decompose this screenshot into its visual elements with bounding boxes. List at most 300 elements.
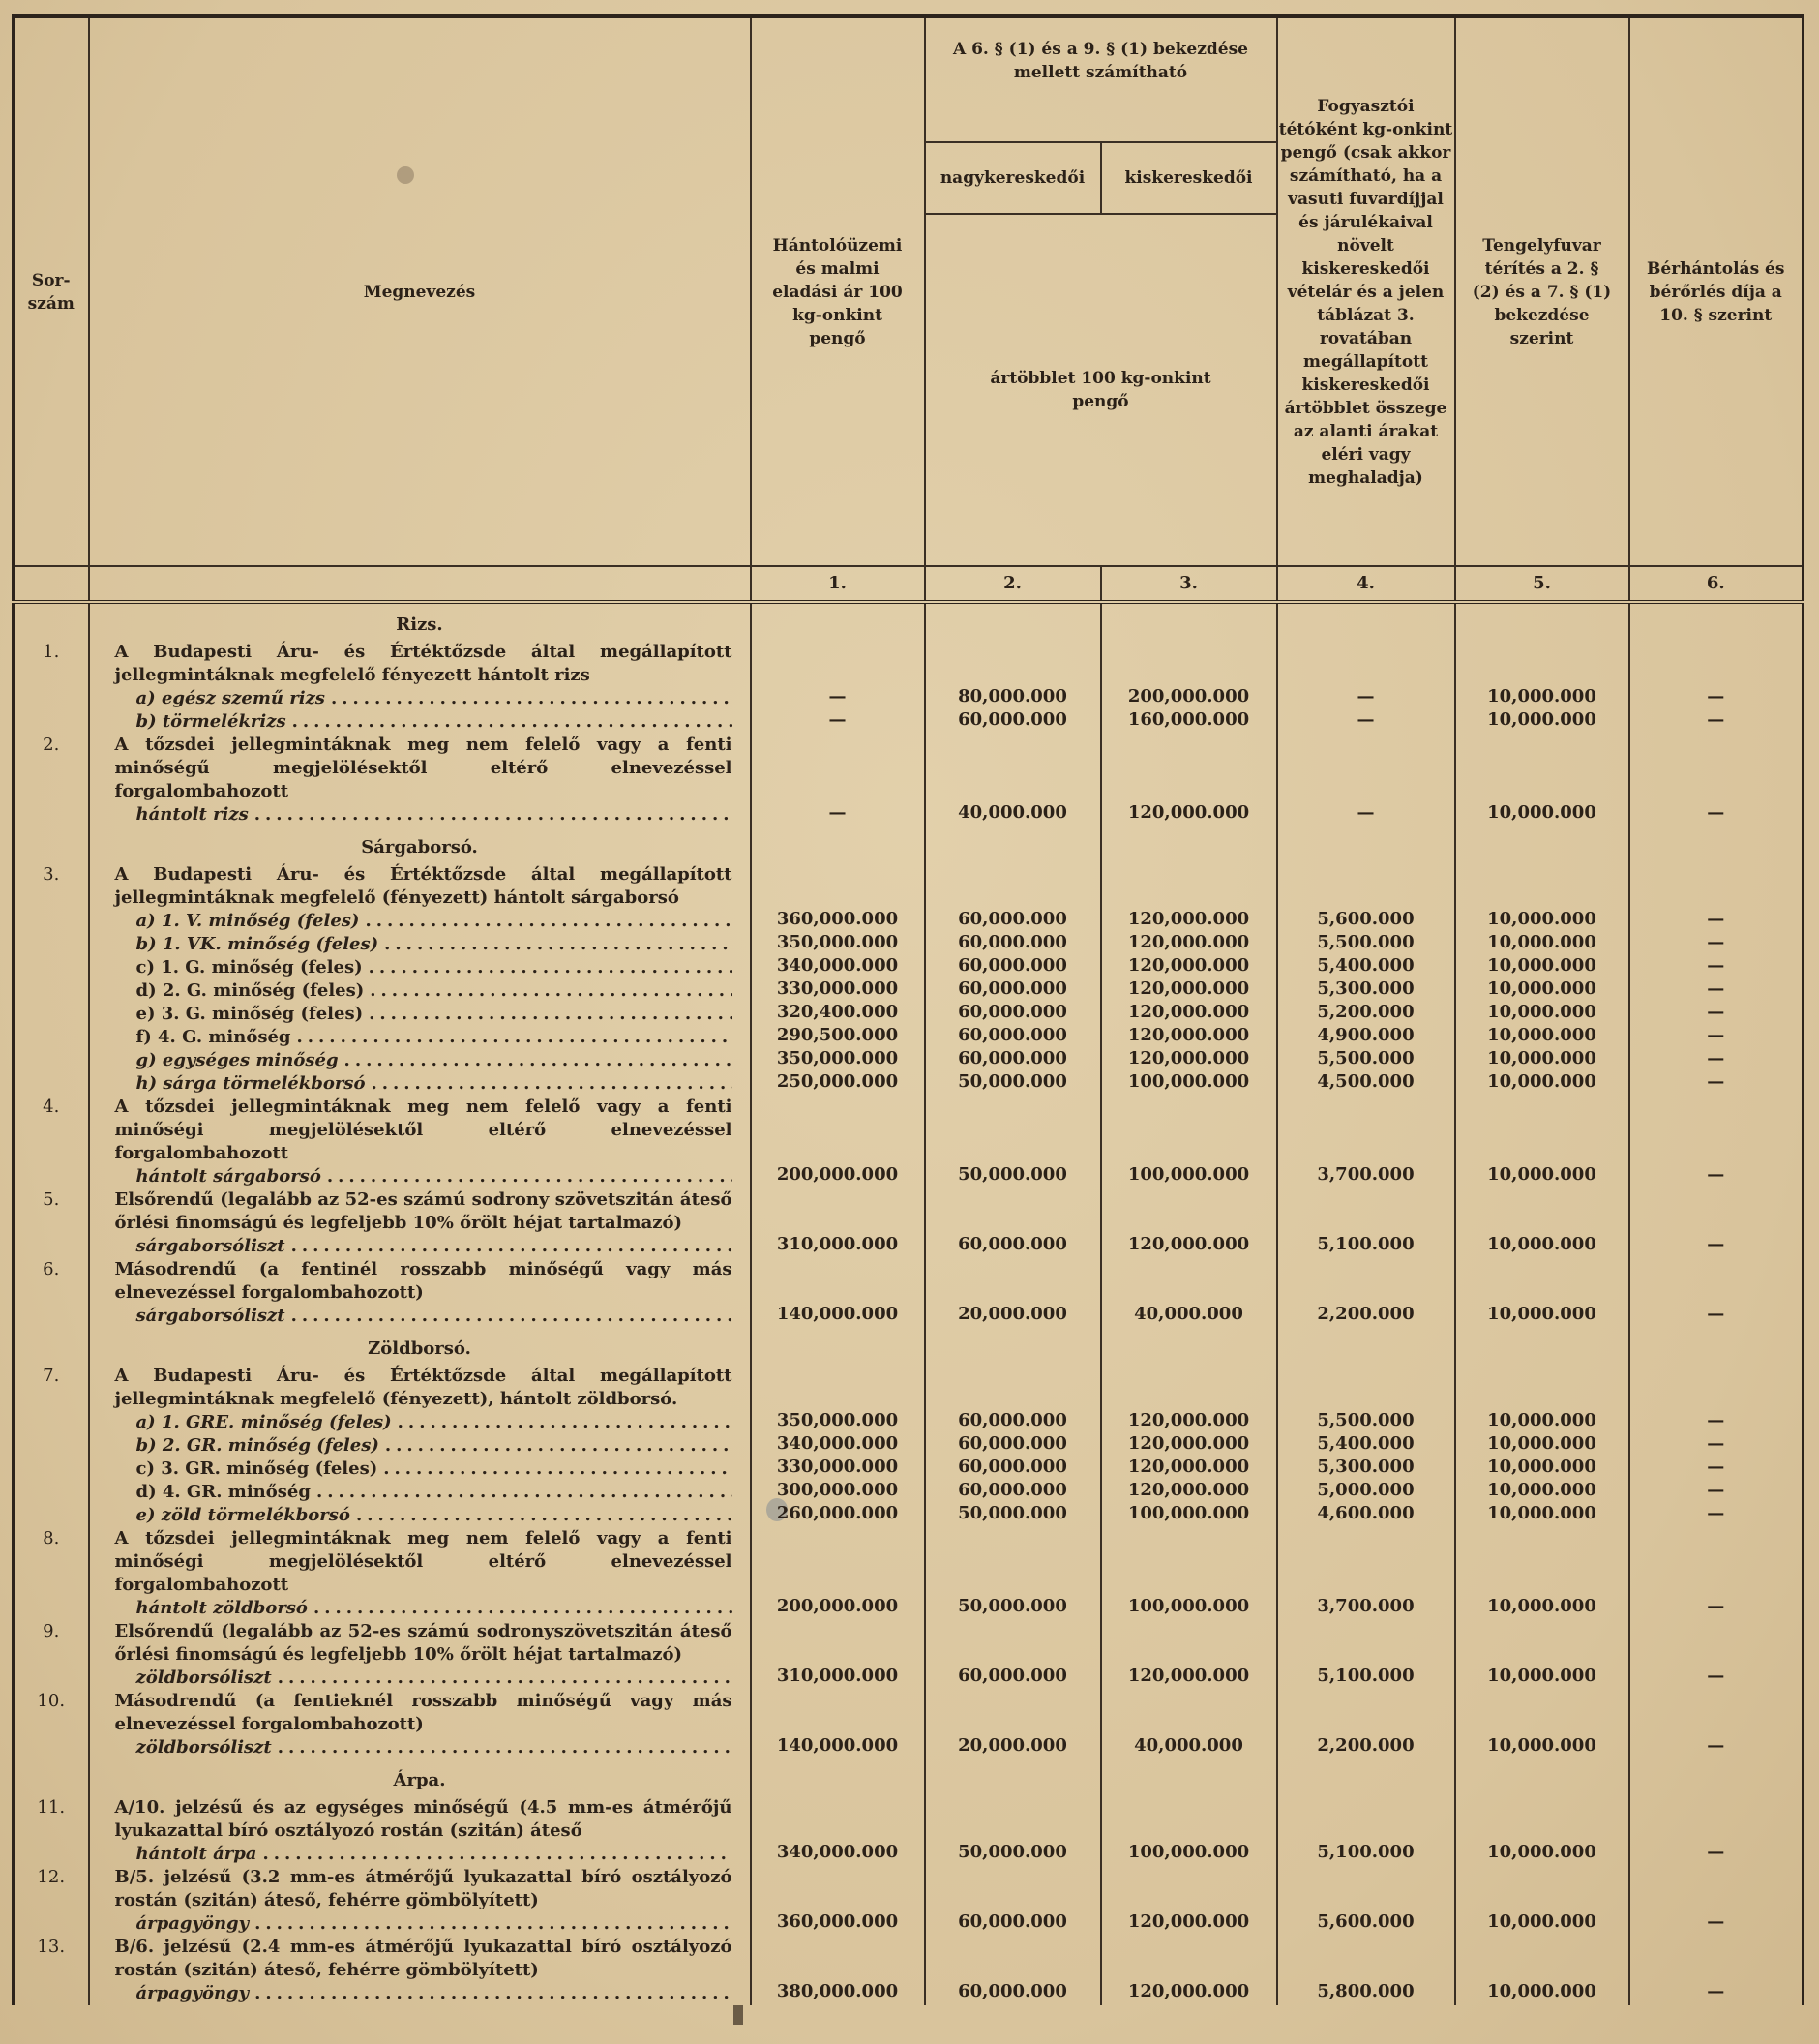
row-number: 5.	[14, 1188, 89, 1258]
value-cell-c5	[1455, 863, 1629, 1096]
item-label: c) 3. GR. minőség (feles)	[135, 1458, 378, 1479]
item-line	[115, 1982, 732, 2005]
value: —	[1707, 1666, 1725, 1686]
value-cell-c4	[1277, 1936, 1455, 2005]
row-number: 8.	[14, 1527, 89, 1620]
leader-dots	[369, 1003, 731, 1026]
item-line	[115, 1411, 732, 1434]
header-col23-bottom: ártöbblet 100 kg-onkint pengő	[925, 214, 1277, 566]
item-line	[115, 710, 732, 734]
value: 60,000.000	[958, 1480, 1067, 1500]
value-cell-c4	[1277, 1796, 1455, 1866]
value: 50,000.000	[958, 1596, 1067, 1616]
value: 120,000.000	[1127, 1480, 1250, 1500]
value: —	[1707, 1025, 1725, 1045]
item-description	[89, 863, 751, 1096]
value-cell-c4	[1277, 1527, 1455, 1620]
row-number: 12.	[14, 1866, 89, 1936]
value: 10,000.000	[1487, 1666, 1596, 1686]
value: 60,000.000	[958, 1457, 1067, 1477]
leader-dots	[316, 1481, 732, 1504]
value-cell-c1	[751, 641, 925, 734]
value: 60,000.000	[958, 1410, 1067, 1430]
item-line	[115, 1843, 732, 1866]
leader-dots	[327, 1165, 732, 1188]
item-lead-text: Elsőrendű (legalább az 52-es számú sodrony szövetszitán áteső őrlési finomságú és legfeljebb 10% őrölt héjat tartalmazó)	[114, 1189, 732, 1233]
item-label: f) 4. G. minőség	[135, 1027, 291, 1047]
value: 10,000.000	[1487, 1480, 1596, 1500]
value: 120,000.000	[1127, 1911, 1250, 1932]
value: 10,000.000	[1487, 1025, 1596, 1045]
value: —	[1707, 1234, 1725, 1254]
value: 5,600.000	[1317, 1911, 1415, 1932]
value-cell-c6	[1629, 1096, 1804, 1188]
item-line	[115, 1305, 732, 1328]
item-line	[115, 979, 732, 1003]
value: 5,500.000	[1317, 1410, 1415, 1430]
value: 10,000.000	[1487, 1234, 1596, 1254]
value: 10,000.000	[1487, 932, 1596, 952]
table-row	[14, 1096, 1804, 1188]
item-label: a) 1. V. minőség (feles)	[135, 911, 360, 931]
table-body	[14, 602, 1804, 2005]
item-label: c) 1. G. minőség (feles)	[135, 957, 363, 977]
value: 4,500.000	[1317, 1071, 1415, 1092]
value: —	[1707, 1981, 1725, 2001]
value-cell-c3	[1101, 1866, 1277, 1936]
value-cell-c3	[1101, 1620, 1277, 1690]
value: —	[1707, 802, 1725, 823]
row-number: 9.	[14, 1620, 89, 1690]
value-cell-c3	[1101, 734, 1277, 827]
item-description	[89, 1936, 751, 2005]
value: 120,000.000	[1127, 1457, 1250, 1477]
value-cell-c6	[1629, 734, 1804, 827]
item-label: árpagyöngy	[135, 1913, 250, 1934]
value: 120,000.000	[1127, 1433, 1250, 1454]
value: 340,000.000	[776, 955, 899, 976]
value: 10,000.000	[1487, 978, 1596, 999]
value: 350,000.000	[776, 1410, 899, 1430]
item-lead-text: A tőzsdei jellegmintáknak meg nem felelő vagy a fenti minőségű megjelölésektől eltérő elnevezéssel forgalombahozott	[114, 735, 732, 801]
value-cell-c6	[1629, 863, 1804, 1096]
item-label: sárgaborsóliszt	[135, 1236, 285, 1256]
value-cell-c3	[1101, 1690, 1277, 1759]
column-number: 2.	[925, 566, 1101, 602]
value: 120,000.000	[1127, 1048, 1250, 1068]
value-cell-c1	[751, 734, 925, 827]
value-cell-c5	[1455, 1365, 1629, 1527]
value: —	[1707, 1002, 1725, 1022]
value: 5,300.000	[1317, 978, 1415, 999]
value: 120,000.000	[1127, 978, 1250, 999]
value: 300,000.000	[776, 1480, 899, 1500]
item-lead-text: A Budapesti Áru- és Értéktőzsde által megállapított jellegmintáknak megfelelő (fényezett) hántolt sárgaborsó	[114, 864, 732, 908]
value: —	[1357, 709, 1375, 730]
value: 10,000.000	[1487, 1164, 1596, 1185]
value: 60,000.000	[958, 1048, 1067, 1068]
value: 5,200.000	[1317, 1002, 1415, 1022]
value-cell-c3	[1101, 1096, 1277, 1188]
value: 5,300.000	[1317, 1457, 1415, 1477]
value: —	[1707, 955, 1725, 976]
value: 10,000.000	[1487, 955, 1596, 976]
item-lead-text: A Budapesti Áru- és Értéktőzsde által megállapított jellegmintáknak megfelelő (fényezett), hántolt zöldborsó.	[114, 1366, 732, 1409]
value: 50,000.000	[958, 1503, 1067, 1523]
value: 5,000.000	[1317, 1480, 1415, 1500]
item-line	[115, 1736, 732, 1759]
value: —	[1357, 802, 1375, 823]
value-cell-c1	[751, 1936, 925, 2005]
table-row	[14, 641, 1804, 734]
item-lead-text: B/6. jelzésű (2.4 mm-es átmérőjű lyukazattal bíró osztályozó rostán (szitán) áteső, fehérre gömbölyített)	[114, 1937, 732, 1980]
value: 10,000.000	[1487, 1842, 1596, 1862]
value: 5,100.000	[1317, 1842, 1415, 1862]
value: 120,000.000	[1127, 1234, 1250, 1254]
item-line	[115, 1597, 732, 1620]
item-description	[89, 1796, 751, 1866]
value-cell-c2	[925, 1796, 1101, 1866]
value: 330,000.000	[776, 978, 899, 999]
row-number: 13.	[14, 1936, 89, 2005]
value: 10,000.000	[1487, 1596, 1596, 1616]
leader-dots	[291, 1305, 732, 1328]
value-cell-c1	[751, 1188, 925, 1258]
value-cell-c6	[1629, 1796, 1804, 1866]
value: 120,000.000	[1127, 1410, 1250, 1430]
header-col1: Hántolóüzemi és malmi eladási ár 100 kg-onkint pengő	[751, 16, 925, 567]
item-description	[89, 1258, 751, 1328]
table-row	[14, 1365, 1804, 1527]
value-cell-c2	[925, 1096, 1101, 1188]
item-label: e) zöld törmelékborsó	[135, 1505, 350, 1525]
leader-dots	[370, 979, 731, 1003]
column-number: 4.	[1277, 566, 1455, 602]
value-cell-c4	[1277, 863, 1455, 1096]
value-cell-c3	[1101, 1936, 1277, 2005]
value: —	[1707, 709, 1725, 730]
value: 50,000.000	[958, 1164, 1067, 1185]
value: —	[1707, 1164, 1725, 1185]
item-label: b) törmelékrizs	[135, 711, 286, 732]
column-number: 5.	[1455, 566, 1629, 602]
leader-dots	[398, 1411, 732, 1434]
value: 100,000.000	[1127, 1071, 1250, 1092]
column-number: 1.	[751, 566, 925, 602]
item-line	[115, 1912, 732, 1936]
value: 3,700.000	[1317, 1164, 1415, 1185]
value: 60,000.000	[958, 978, 1067, 999]
value: 80,000.000	[958, 686, 1067, 706]
item-label: zöldborsóliszt	[135, 1668, 272, 1688]
leader-dots	[262, 1843, 731, 1866]
value: —	[1707, 1911, 1725, 1932]
value-cell-c4	[1277, 1188, 1455, 1258]
value: 5,500.000	[1317, 1048, 1415, 1068]
value-cell-c5	[1455, 1258, 1629, 1328]
item-label: b) 2. GR. minőség (feles)	[135, 1435, 379, 1456]
item-label: d) 4. GR. minőség	[135, 1482, 311, 1502]
table-row	[14, 1936, 1804, 2005]
value-cell-c6	[1629, 641, 1804, 734]
value: 50,000.000	[958, 1071, 1067, 1092]
item-line	[115, 803, 732, 827]
item-lead-text: Másodrendű (a fentinél rosszabb minőségű vagy más elnevezéssel forgalombahozott)	[114, 1259, 732, 1303]
value: —	[1707, 1304, 1725, 1324]
value-cell-c5	[1455, 1866, 1629, 1936]
value-cell-c2	[925, 1258, 1101, 1328]
item-description	[89, 641, 751, 734]
value: 10,000.000	[1487, 1981, 1596, 2001]
value: 20,000.000	[958, 1735, 1067, 1756]
item-lead-text: A tőzsdei jellegmintáknak meg nem felelő vagy a fenti minőségi megjelölésektől eltérő elnevezéssel forgalombahozott	[114, 1528, 732, 1595]
value: 10,000.000	[1487, 802, 1596, 823]
leader-dots	[278, 1667, 732, 1690]
value-cell-c4	[1277, 1258, 1455, 1328]
item-label: a) egész szemű rizs	[135, 688, 325, 708]
item-line	[115, 1165, 732, 1188]
value: 60,000.000	[958, 909, 1067, 929]
value: 350,000.000	[776, 932, 899, 952]
value: —	[1357, 686, 1375, 706]
value: 10,000.000	[1487, 1911, 1596, 1932]
value-cell-c2	[925, 1188, 1101, 1258]
value: 60,000.000	[958, 1433, 1067, 1454]
table-row	[14, 1866, 1804, 1936]
value-cell-c3	[1101, 1796, 1277, 1866]
value-cell-c5	[1455, 734, 1629, 827]
value: 60,000.000	[958, 955, 1067, 976]
value: —	[1707, 1071, 1725, 1092]
item-line	[115, 687, 732, 710]
value: 120,000.000	[1127, 1002, 1250, 1022]
price-table	[12, 14, 1804, 2005]
item-label: hántolt sárgaborsó	[135, 1166, 321, 1187]
value: 50,000.000	[958, 1842, 1067, 1862]
item-line	[115, 910, 732, 933]
item-description	[89, 1527, 751, 1620]
value-cell-c1	[751, 1365, 925, 1527]
value: 10,000.000	[1487, 1735, 1596, 1756]
leader-dots	[297, 1026, 732, 1049]
item-label: hántolt zöldborsó	[135, 1598, 308, 1618]
row-number: 4.	[14, 1096, 89, 1188]
row-number: 6.	[14, 1258, 89, 1328]
value: —	[828, 686, 847, 706]
value: 5,100.000	[1317, 1666, 1415, 1686]
value: 120,000.000	[1127, 955, 1250, 976]
value-cell-c1	[751, 1527, 925, 1620]
value: 100,000.000	[1127, 1503, 1250, 1523]
row-number: 1.	[14, 641, 89, 734]
value: 2,200.000	[1317, 1304, 1415, 1324]
column-number: 3.	[1101, 566, 1277, 602]
item-label: a) 1. GRE. minőség (feles)	[135, 1412, 392, 1432]
value-cell-c1	[751, 1796, 925, 1866]
value-cell-c1	[751, 1096, 925, 1188]
leader-dots	[254, 1982, 731, 2005]
section-title: Sárgaborsó.	[89, 827, 751, 863]
leader-dots	[365, 910, 731, 933]
value: 10,000.000	[1487, 1503, 1596, 1523]
row-number: 11.	[14, 1796, 89, 1866]
value: 4,900.000	[1317, 1025, 1415, 1045]
item-lead-text: B/5. jelzésű (3.2 mm-es átmérőjű lyukazattal bíró osztályozó rostán (szitán) áteső, fehérre gömbölyített)	[114, 1867, 732, 1910]
value: —	[1707, 1596, 1725, 1616]
value: —	[1707, 1735, 1725, 1756]
value-cell-c4	[1277, 1620, 1455, 1690]
item-label: hántolt rizs	[135, 804, 249, 825]
value-cell-c5	[1455, 1690, 1629, 1759]
item-label: h) sárga törmelékborsó	[135, 1073, 366, 1094]
table-row	[14, 863, 1804, 1096]
item-description	[89, 734, 751, 827]
section-row	[14, 1759, 1804, 1796]
section-title: Zöldborsó.	[89, 1328, 751, 1365]
item-description	[89, 1620, 751, 1690]
item-line	[115, 933, 732, 956]
value-cell-c5	[1455, 1620, 1629, 1690]
value: 200,000.000	[776, 1596, 899, 1616]
value: 160,000.000	[1127, 709, 1250, 730]
value-cell-c1	[751, 1258, 925, 1328]
value: 60,000.000	[958, 709, 1067, 730]
value: 10,000.000	[1487, 1457, 1596, 1477]
section-title: Árpa.	[89, 1759, 751, 1796]
header-col6: Bérhántolás és bérőrlés díja a 10. § szerint	[1629, 16, 1804, 567]
item-line	[115, 1667, 732, 1690]
leader-dots	[313, 1597, 732, 1620]
value-cell-c2	[925, 734, 1101, 827]
value: 5,800.000	[1317, 1981, 1415, 2001]
section-title: Rizs.	[89, 602, 751, 641]
value: 5,400.000	[1317, 955, 1415, 976]
value: 60,000.000	[958, 932, 1067, 952]
item-description	[89, 1365, 751, 1527]
item-description	[89, 1866, 751, 1936]
leader-dots	[385, 1434, 732, 1458]
value: 2,200.000	[1317, 1735, 1415, 1756]
value: 60,000.000	[958, 1666, 1067, 1686]
value: 360,000.000	[776, 909, 899, 929]
section-row	[14, 827, 1804, 863]
value: 140,000.000	[776, 1304, 899, 1324]
value: 120,000.000	[1127, 1025, 1250, 1045]
item-lead-text: A tőzsdei jellegmintáknak meg nem felelő vagy a fenti minőségi megjelölésektől eltérő elnevezéssel forgalombahozott	[114, 1097, 732, 1163]
value: 10,000.000	[1487, 1410, 1596, 1430]
value-cell-c2	[925, 1866, 1101, 1936]
value-cell-c5	[1455, 1936, 1629, 2005]
value-cell-c2	[925, 641, 1101, 734]
value: 60,000.000	[958, 1025, 1067, 1045]
value: 5,600.000	[1317, 909, 1415, 929]
value-cell-c4	[1277, 1096, 1455, 1188]
value: 100,000.000	[1127, 1164, 1250, 1185]
value: 5,100.000	[1317, 1234, 1415, 1254]
header-col4: Fogyasztói tétóként kg-onkint pengő (csak akkor számítható, ha a vasuti fuvardíjjal és járulékaival növelt kiskereskedői vételár és a jelen táblázat 3. rovatában megállapított kiskereskedői ártöbblet összege az alanti árakat eléri vagy meghaladja)	[1277, 16, 1455, 567]
value: 5,500.000	[1317, 932, 1415, 952]
value: 5,400.000	[1317, 1433, 1415, 1454]
leader-dots	[254, 803, 732, 827]
item-label: e) 3. G. minőség (feles)	[135, 1004, 364, 1024]
value-cell-c6	[1629, 1527, 1804, 1620]
item-lead-text: Másodrendű (a fentieknél rosszabb minőségű vagy más elnevezéssel forgalombahozott)	[114, 1691, 732, 1734]
value: 60,000.000	[958, 1234, 1067, 1254]
row-number: 10.	[14, 1690, 89, 1759]
value: 200,000.000	[776, 1164, 899, 1185]
item-label: sárgaborsóliszt	[135, 1306, 285, 1326]
item-line	[115, 1072, 732, 1096]
value: —	[1707, 1048, 1725, 1068]
value-cell-c6	[1629, 1620, 1804, 1690]
value-cell-c1	[751, 1620, 925, 1690]
value-cell-c1	[751, 1690, 925, 1759]
item-line	[115, 1026, 732, 1049]
value: —	[1707, 1842, 1725, 1862]
item-label: hántolt árpa	[135, 1844, 257, 1864]
value-cell-c5	[1455, 1796, 1629, 1866]
value-cell-c6	[1629, 1365, 1804, 1527]
value-cell-c5	[1455, 1096, 1629, 1188]
value: 10,000.000	[1487, 709, 1596, 730]
item-line	[115, 1434, 732, 1458]
value: 3,700.000	[1317, 1596, 1415, 1616]
table-row	[14, 734, 1804, 827]
value: 260,000.000	[776, 1503, 899, 1523]
item-label: g) egységes minőség	[135, 1050, 339, 1070]
header-sorszam: Sor-szám	[14, 16, 89, 567]
value: 330,000.000	[776, 1457, 899, 1477]
value: 200,000.000	[1127, 686, 1250, 706]
item-line	[115, 1003, 732, 1026]
column-number-row	[14, 566, 1804, 602]
value-cell-c4	[1277, 1690, 1455, 1759]
value-cell-c5	[1455, 1527, 1629, 1620]
value: 380,000.000	[776, 1981, 899, 2001]
value: 40,000.000	[958, 802, 1067, 823]
section-row	[14, 602, 1804, 641]
table-row	[14, 1620, 1804, 1690]
value: —	[1707, 1410, 1725, 1430]
item-label: b) 1. VK. minőség (feles)	[135, 934, 379, 954]
row-number: 7.	[14, 1365, 89, 1527]
leader-dots	[383, 1458, 731, 1481]
leader-dots	[292, 710, 732, 734]
value-cell-c4	[1277, 1365, 1455, 1527]
leader-dots	[331, 687, 732, 710]
item-line	[115, 1481, 732, 1504]
value: 10,000.000	[1487, 1304, 1596, 1324]
value-cell-c3	[1101, 1188, 1277, 1258]
value: 10,000.000	[1487, 1002, 1596, 1022]
item-lead-text: A/10. jelzésű és az egységes minőségű (4.5 mm-es átmérőjű lyukazattal bíró osztályozó rostán (szitán) áteső	[114, 1797, 732, 1841]
leader-dots	[369, 956, 732, 979]
table-header	[14, 16, 1804, 603]
table-row	[14, 1527, 1804, 1620]
value: 10,000.000	[1487, 1071, 1596, 1092]
header-megnevezes: Megnevezés	[89, 16, 751, 567]
item-label: d) 2. G. minőség (feles)	[135, 980, 365, 1001]
value: 100,000.000	[1127, 1842, 1250, 1862]
value-cell-c4	[1277, 734, 1455, 827]
value: 10,000.000	[1487, 1048, 1596, 1068]
value-cell-c6	[1629, 1866, 1804, 1936]
column-number: 6.	[1629, 566, 1804, 602]
item-line	[115, 956, 732, 979]
value: 140,000.000	[776, 1735, 899, 1756]
value-cell-c3	[1101, 1258, 1277, 1328]
value-cell-c2	[925, 1365, 1101, 1527]
